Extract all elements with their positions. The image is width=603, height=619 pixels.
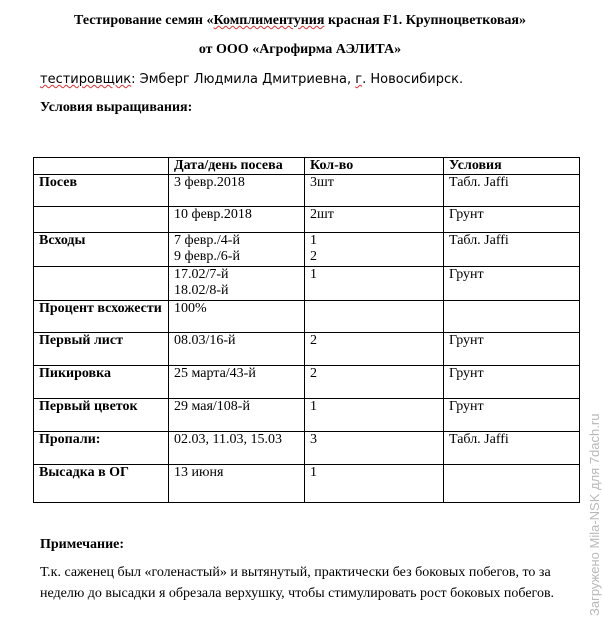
table-cell: 1 2 bbox=[305, 233, 444, 267]
header-cell: Дата/день посева bbox=[169, 158, 305, 175]
table-cell: 2 bbox=[305, 333, 444, 366]
table-row bbox=[34, 366, 580, 399]
table-cell bbox=[34, 207, 169, 233]
table-cell: 17.02/7-й 18.02/8-й bbox=[169, 267, 305, 301]
tester-line: тестировщик: Эмберг Людмила Дмитриевна, г. Новосибирск. bbox=[40, 72, 464, 87]
table-cell: 100% bbox=[169, 301, 305, 333]
table-cell: Грунт bbox=[444, 207, 580, 233]
tester-label: тестировщик bbox=[40, 72, 132, 87]
table-cell: Первый цветок bbox=[34, 399, 169, 432]
table-cell: Первый лист bbox=[34, 333, 169, 366]
table-cell: 7 февр./4-й 9 февр./6-й bbox=[169, 233, 305, 267]
table-cell: Пропали: bbox=[34, 432, 169, 465]
table-header-row bbox=[34, 158, 580, 175]
conditions-heading: Условия выращивания: bbox=[40, 100, 193, 115]
table-cell: 13 июня bbox=[169, 465, 305, 503]
table-cell: Высадка в ОГ bbox=[34, 465, 169, 503]
table-cell bbox=[444, 301, 580, 333]
growing-table bbox=[33, 157, 580, 503]
table-row bbox=[34, 333, 580, 366]
city-abbr: г bbox=[355, 72, 363, 87]
header-cell: Кол-во bbox=[305, 158, 444, 175]
table-cell: Грунт bbox=[444, 267, 580, 301]
note-heading: Примечание: bbox=[40, 537, 125, 552]
table-cell: 2шт bbox=[305, 207, 444, 233]
product-name-word: Комплиментуния bbox=[213, 13, 325, 28]
table-cell: 3шт bbox=[305, 175, 444, 207]
table-cell: 1 bbox=[305, 465, 444, 503]
table-cell bbox=[305, 301, 444, 333]
document-title-line2: от ООО «Агрофирма АЭЛИТА» bbox=[198, 42, 402, 57]
table-row bbox=[34, 465, 580, 503]
table-cell: 1 bbox=[305, 399, 444, 432]
table-cell: Пикировка bbox=[34, 366, 169, 399]
header-cell: Условия bbox=[444, 158, 580, 175]
table-cell: 29 мая/108-й bbox=[169, 399, 305, 432]
document-title-line1: Тестирование семян «Комплиментуния красная F1. Крупноцветковая» bbox=[74, 13, 526, 28]
table-cell: Грунт bbox=[444, 399, 580, 432]
table-row bbox=[34, 432, 580, 465]
header-cell bbox=[34, 158, 169, 175]
table-cell: 2 bbox=[305, 366, 444, 399]
table-cell: 3 bbox=[305, 432, 444, 465]
table-cell: Табл. Jaffi bbox=[444, 175, 580, 207]
table-row bbox=[34, 267, 580, 301]
table-row bbox=[34, 233, 580, 267]
table-cell bbox=[444, 465, 580, 503]
table-cell: 3 февр.2018 bbox=[169, 175, 305, 207]
table-row bbox=[34, 207, 580, 233]
table-cell: 02.03, 11.03, 15.03 bbox=[169, 432, 305, 465]
table-cell: Всходы bbox=[34, 233, 169, 267]
table-cell: 25 марта/43-й bbox=[169, 366, 305, 399]
table-cell bbox=[34, 267, 169, 301]
table-cell: Процент всхожести bbox=[34, 301, 169, 333]
table-row bbox=[34, 301, 580, 333]
table-cell: Грунт bbox=[444, 366, 580, 399]
table-cell: Табл. Jaffi bbox=[444, 432, 580, 465]
table-cell: Табл. Jaffi bbox=[444, 233, 580, 267]
table-cell: 08.03/16-й bbox=[169, 333, 305, 366]
note-text: Т.к. саженец был «голенастый» и вытянутый, практически без боковых побегов, то за неделю до высадки я обрезала верхушку, чтобы стимулировать рост боковых побегов. bbox=[40, 565, 555, 601]
table-cell: 10 февр.2018 bbox=[169, 207, 305, 233]
watermark: Загружено Mila-NSK для 7dach.ru bbox=[587, 413, 602, 616]
table-row bbox=[34, 399, 580, 432]
table-cell: Грунт bbox=[444, 333, 580, 366]
table-row bbox=[34, 175, 580, 207]
table-cell: 1 bbox=[305, 267, 444, 301]
table-cell: Посев bbox=[34, 175, 169, 207]
